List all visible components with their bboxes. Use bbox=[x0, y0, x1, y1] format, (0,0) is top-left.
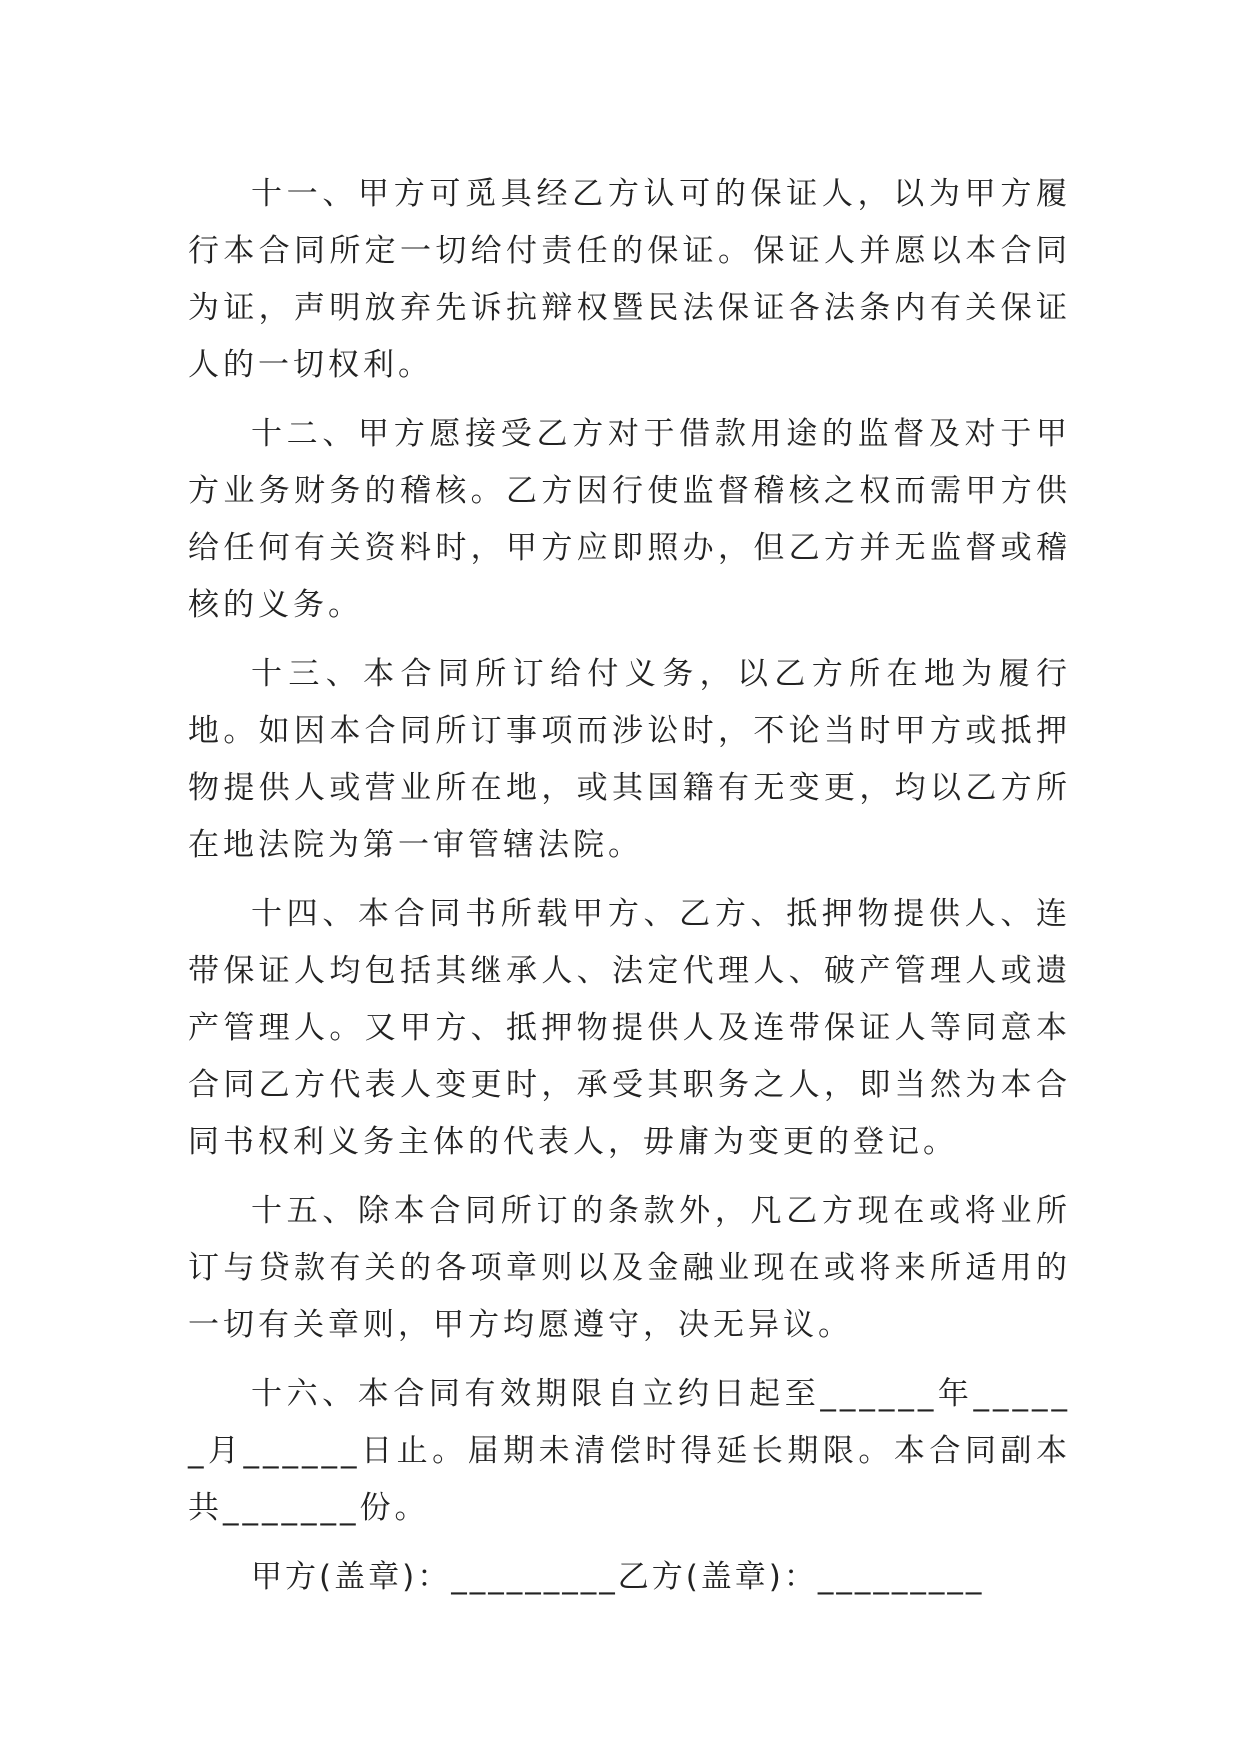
clause-13: 十三、本合同所订给付义务，以乙方所在地为履行地。如因本合同所订事项而涉讼时，不论当时甲方或抵押物提供人或营业所在地，或其国籍有无变更，均以乙方所在地法院为第一审管辖法院。 bbox=[188, 656, 1071, 863]
clause-15: 十五、除本合同所订的条款外，凡乙方现在或将业所订与贷款有关的各项章则以及金融业现在或将来所适用的一切有关章则，甲方均愿遵守，决无异议。 bbox=[188, 1193, 1071, 1343]
clause-14: 十四、本合同书所载甲方、乙方、抵押物提供人、连带保证人均包括其继承人、法定代理人、破产管理人或遗产管理人。又甲方、抵押物提供人及连带保证人等同意本合同乙方代表人变更时，承受其职务之人，即当然为本合同书权利义务主体的代表人，毋庸为变更的登记。 bbox=[188, 896, 1071, 1160]
clause-11: 十一、甲方可觅具经乙方认可的保证人，以为甲方履行本合同所定一切给付责任的保证。保证人并愿以本合同为证，声明放弃先诉抗辩权暨民法保证各法条内有关保证人的一切权利。 bbox=[188, 176, 1071, 383]
signature-line: 甲方(盖章)：_________乙方(盖章)：_________ bbox=[251, 1559, 985, 1595]
clause-12: 十二、甲方愿接受乙方对于借款用途的监督及对于甲方业务财务的稽核。乙方因行使监督稽核之权而需甲方供给任何有关资料时，甲方应即照办，但乙方并无监督或稽核的义务。 bbox=[188, 416, 1071, 623]
clause-16: 十六、本合同有效期限自立约日起至______年______月______日止。届期未清偿时得延长期限。本合同副本共_______份。 bbox=[188, 1376, 1071, 1526]
